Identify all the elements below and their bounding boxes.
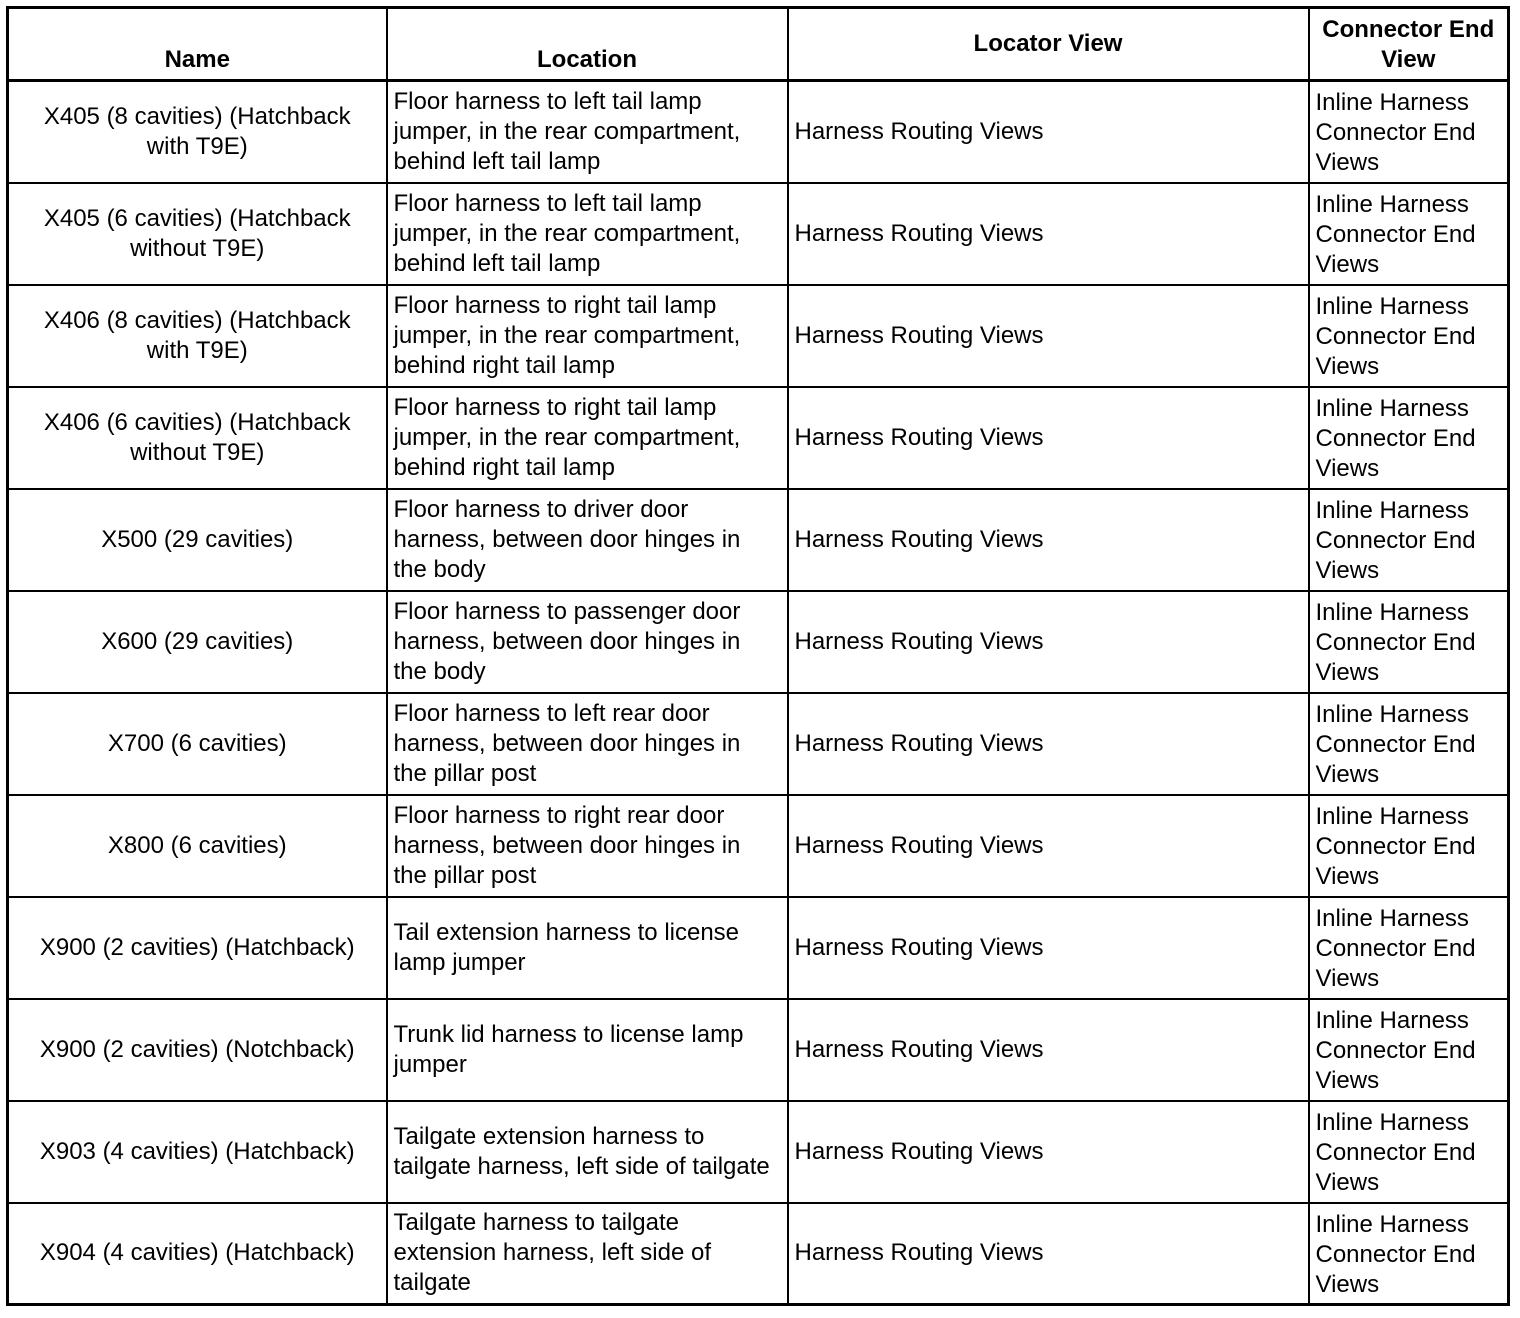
table-row (8, 81, 1509, 183)
connector-name: X904 (4 cavities) (Hatchback) (8, 1203, 387, 1305)
connector-end-view-link[interactable]: Inline Harness Connector End Views (1309, 183, 1509, 285)
locator-view-link[interactable]: Harness Routing Views (788, 591, 1309, 693)
connector-location: Trunk lid harness to license lamp jumper (387, 999, 788, 1101)
connector-location: Floor harness to left rear door harness, between door hinges in the pillar post (387, 693, 788, 795)
locator-view-link[interactable]: Harness Routing Views (788, 1203, 1309, 1305)
connector-end-view-link[interactable]: Inline Harness Connector End Views (1309, 387, 1509, 489)
table-row (8, 1203, 1509, 1305)
connector-end-view-link[interactable]: Inline Harness Connector End Views (1309, 285, 1509, 387)
table-row (8, 387, 1509, 489)
connector-end-view-link[interactable]: Inline Harness Connector End Views (1309, 693, 1509, 795)
connector-end-view-link[interactable]: Inline Harness Connector End Views (1309, 1203, 1509, 1305)
connector-location: Tailgate extension harness to tailgate harness, left side of tailgate (387, 1101, 788, 1203)
table-row (8, 591, 1509, 693)
connector-location: Tail extension harness to license lamp jumper (387, 897, 788, 999)
locator-view-link[interactable]: Harness Routing Views (788, 1101, 1309, 1203)
connector-name: X500 (29 cavities) (8, 489, 387, 591)
table-row (8, 693, 1509, 795)
table-header (8, 8, 1509, 81)
connector-end-view-link[interactable]: Inline Harness Connector End Views (1309, 795, 1509, 897)
connector-location: Tailgate harness to tailgate extension harness, left side of tailgate (387, 1203, 788, 1305)
connector-end-view-link[interactable]: Inline Harness Connector End Views (1309, 81, 1509, 183)
header-location: Location (387, 8, 788, 81)
locator-view-link[interactable]: Harness Routing Views (788, 81, 1309, 183)
connector-end-view-link[interactable]: Inline Harness Connector End Views (1309, 1101, 1509, 1203)
connector-location: Floor harness to left tail lamp jumper, in the rear compartment, behind left tail lamp (387, 183, 788, 285)
locator-view-link[interactable]: Harness Routing Views (788, 795, 1309, 897)
inline-connector-table (6, 6, 1510, 1306)
connector-name: X800 (6 cavities) (8, 795, 387, 897)
table-row (8, 795, 1509, 897)
connector-name: X405 (8 cavities) (Hatchback with T9E) (8, 81, 387, 183)
header-name: Name (8, 8, 387, 81)
locator-view-link[interactable]: Harness Routing Views (788, 387, 1309, 489)
connector-location: Floor harness to right tail lamp jumper, in the rear compartment, behind right tail lamp (387, 285, 788, 387)
connector-location: Floor harness to right tail lamp jumper, in the rear compartment, behind right tail lamp (387, 387, 788, 489)
locator-view-link[interactable]: Harness Routing Views (788, 489, 1309, 591)
table-row (8, 183, 1509, 285)
connector-name: X900 (2 cavities) (Hatchback) (8, 897, 387, 999)
connector-name: X406 (8 cavities) (Hatchback with T9E) (8, 285, 387, 387)
header-locator-view: Locator View (788, 8, 1309, 81)
connector-table-sheet (6, 6, 1507, 1306)
locator-view-link[interactable]: Harness Routing Views (788, 897, 1309, 999)
connector-end-view-link[interactable]: Inline Harness Connector End Views (1309, 489, 1509, 591)
connector-name: X700 (6 cavities) (8, 693, 387, 795)
connector-name: X600 (29 cavities) (8, 591, 387, 693)
connector-location: Floor harness to right rear door harness, between door hinges in the pillar post (387, 795, 788, 897)
locator-view-link[interactable]: Harness Routing Views (788, 693, 1309, 795)
connector-name: X900 (2 cavities) (Notchback) (8, 999, 387, 1101)
table-row (8, 999, 1509, 1101)
table-row (8, 489, 1509, 591)
table-row (8, 897, 1509, 999)
connector-end-view-link[interactable]: Inline Harness Connector End Views (1309, 999, 1509, 1101)
connector-end-view-link[interactable]: Inline Harness Connector End Views (1309, 591, 1509, 693)
table-row (8, 1101, 1509, 1203)
header-row (8, 8, 1509, 81)
connector-end-view-link[interactable]: Inline Harness Connector End Views (1309, 897, 1509, 999)
connector-location: Floor harness to driver door harness, between door hinges in the body (387, 489, 788, 591)
table-row (8, 285, 1509, 387)
connector-name: X903 (4 cavities) (Hatchback) (8, 1101, 387, 1203)
locator-view-link[interactable]: Harness Routing Views (788, 183, 1309, 285)
connector-name: X405 (6 cavities) (Hatchback without T9E) (8, 183, 387, 285)
locator-view-link[interactable]: Harness Routing Views (788, 999, 1309, 1101)
connector-name: X406 (6 cavities) (Hatchback without T9E) (8, 387, 387, 489)
connector-location: Floor harness to passenger door harness, between door hinges in the body (387, 591, 788, 693)
table-body (8, 81, 1509, 1305)
connector-location: Floor harness to left tail lamp jumper, in the rear compartment, behind left tail lamp (387, 81, 788, 183)
header-connector-end-view: Connector End View (1309, 8, 1509, 81)
locator-view-link[interactable]: Harness Routing Views (788, 285, 1309, 387)
